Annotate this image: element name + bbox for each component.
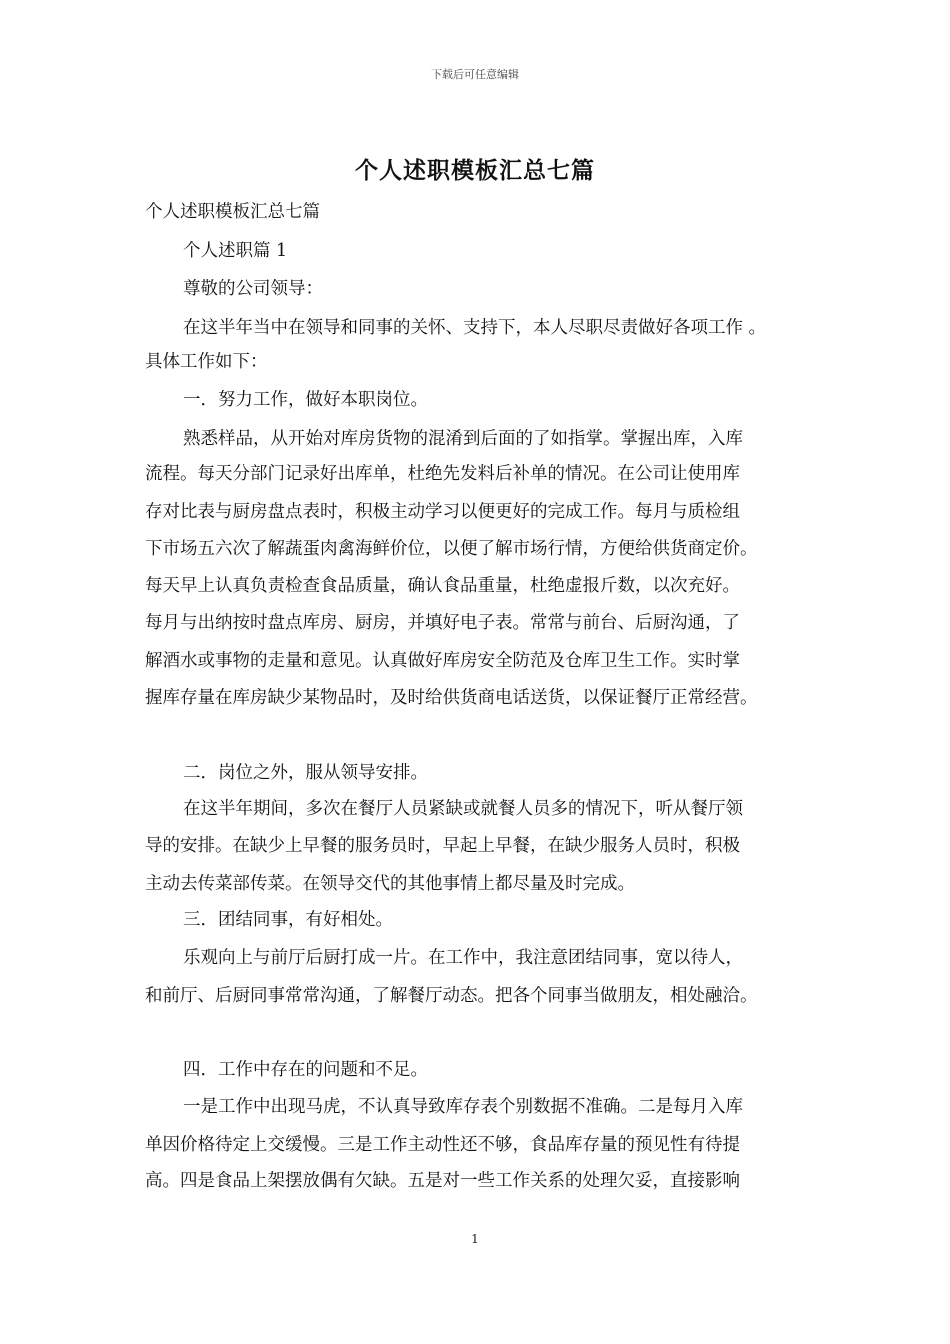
text-line: 每天早上认真负责检查食品质量，确认食品重量，杜绝虚报斤数，以次充好。 [145,576,740,596]
page-header: 下载后可任意编辑 [431,68,519,81]
text-line: 下市场五六次了解蔬蛋肉禽海鲜价位，以便了解市场行情，方便给供货商定价。 [145,539,758,559]
text-line: 一．努力工作，做好本职岗位。 [183,390,428,410]
text-line: 在这半年期间，多次在餐厅人员紧缺或就餐人员多的情况下，听从餐厅领 [183,799,743,819]
text-line: 每月与出纳按时盘点库房、厨房，并填好电子表。常常与前台、后厨沟通，了 [145,613,740,633]
page-number: 1 [471,1232,479,1246]
text-line: 熟悉样品，从开始对库房货物的混淆到后面的了如指掌。掌握出库，入库 [183,429,743,449]
text-line: 三．团结同事，有好相处。 [183,910,393,930]
text-line: 单因价格待定上交缓慢。三是工作主动性还不够，食品库存量的预见性有待提 [145,1135,740,1155]
text-line: 尊敬的公司领导： [183,279,323,299]
text-line: 个人述职模板汇总七篇 [145,202,320,222]
document-title: 个人述职模板汇总七篇 [355,157,595,184]
text-line: 导的安排。在缺少上早餐的服务员时，早起上早餐，在缺少服务人员时，积极 [145,836,740,856]
text-line: 二．岗位之外，服从领导安排。 [183,763,428,783]
text-line: 主动去传菜部传菜。在领导交代的其他事情上都尽量及时完成。 [145,874,635,894]
text-line: 存对比表与厨房盘点表时，积极主动学习以便更好的完成工作。每月与质检组 [145,502,740,522]
text-line: 一是工作中出现马虎，不认真导致库存表个别数据不准确。二是每月入库 [183,1097,743,1117]
text-line: 和前厅、后厨同事常常沟通，了解餐厅动态。把各个同事当做朋友，相处融洽。 [145,986,758,1006]
text-line: 具体工作如下： [145,352,268,372]
text-line: 解酒水或事物的走量和意见。认真做好库房安全防范及仓库卫生工作。实时掌 [145,651,740,671]
text-line: 四．工作中存在的问题和不足。 [183,1060,428,1080]
text-line: 流程。每天分部门记录好出库单，杜绝先发料后补单的情况。在公司让使用库 [145,464,740,484]
text-line: 握库存量在库房缺少某物品时，及时给供货商电话送货，以保证餐厅正常经营。 [145,688,758,708]
text-line: 高。四是食品上架摆放偶有欠缺。五是对一些工作关系的处理欠妥，直接影响 [145,1171,740,1191]
text-line: 在这半年当中在领导和同事的关怀、支持下，本人尽职尽责做好各项工作 。 [183,318,767,338]
text-line: 个人述职篇 1 [183,241,288,261]
text-line: 乐观向上与前厅后厨打成一片。在工作中，我注意团结同事，宽以待人， [183,948,743,968]
